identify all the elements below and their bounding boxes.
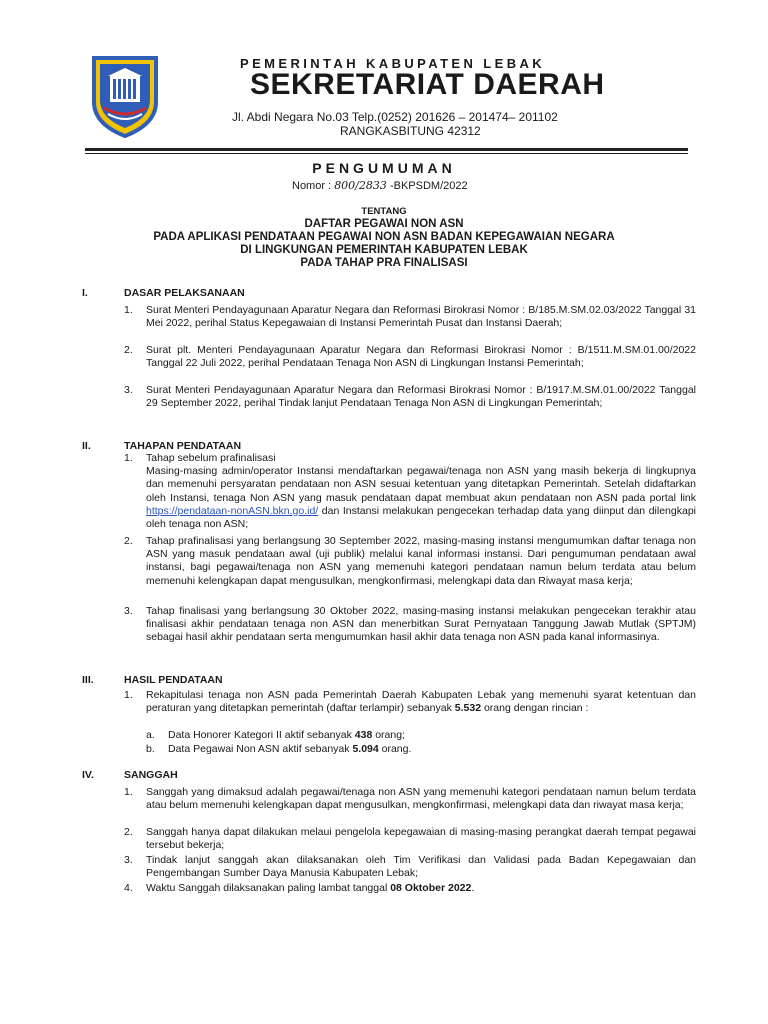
nomor-suffix: -BKPSDM/2022 bbox=[386, 180, 468, 192]
letterhead-government: PEMERINTAH KABUPATEN LEBAK bbox=[240, 56, 546, 71]
list-item bbox=[124, 786, 696, 812]
list-item-text bbox=[146, 452, 696, 531]
sub-item-text-part: orang; bbox=[372, 729, 405, 741]
section-title: TAHAPAN PENDATAAN bbox=[124, 440, 242, 452]
list-item bbox=[124, 452, 696, 531]
list-item-number: 2. bbox=[124, 344, 133, 356]
letterhead-address: Jl. Abdi Negara No.03 Telp.(0252) 201626 – 201474– 201102 bbox=[232, 110, 558, 124]
list-item-text: Sanggah yang dimaksud adalah pegawai/tenaga non ASN yang memenuhi kategori pendataan namun belum terdata atau belum memenuhi kelengkapan dapat mengusulkan, mengkonfirmasi, melengkapi data dan riwayat masa kerja; bbox=[146, 786, 696, 812]
list-item-number: 2. bbox=[124, 535, 133, 547]
list-item bbox=[124, 384, 696, 410]
nomor-prefix: Nomor : bbox=[292, 180, 335, 192]
sub-item-text bbox=[168, 729, 696, 742]
list-item bbox=[124, 304, 696, 330]
honorer-k2-count: 438 bbox=[354, 729, 373, 741]
list-item-number: 3. bbox=[124, 854, 133, 866]
list-item-number: 3. bbox=[124, 384, 133, 396]
letterhead-divider-thick bbox=[85, 148, 688, 151]
list-item-text: Sanggah hanya dapat dilakukan melaui pengelola kepegawaian di masing-masing perangkat daerah tempat pegawai tersebut bekerja; bbox=[146, 826, 696, 852]
list-item-heading: Tahap sebelum prafinalisasi bbox=[146, 452, 276, 464]
nomor-handwritten: 800/2833 bbox=[334, 179, 387, 192]
list-item-text: Surat Menteri Pendayagunaan Aparatur Negara dan Reformasi Birokrasi Nomor : B/185.M.SM.02.03/2022 Tanggal 31 Mei 2022, perihal Status Kepegawaian di Instansi Pemerintah Pusat dan Instansi Daerah; bbox=[146, 304, 696, 330]
pendataan-portal-link[interactable]: https://pendataan-nonASN.bkn.go.id/ bbox=[146, 504, 319, 517]
list-item bbox=[124, 826, 696, 852]
section-number: I. bbox=[82, 287, 88, 299]
total-count: 5.532 bbox=[454, 702, 482, 715]
section-number: II. bbox=[82, 440, 91, 452]
list-item bbox=[124, 882, 696, 895]
list-item bbox=[124, 344, 696, 370]
section-number: III. bbox=[82, 674, 94, 686]
list-item-text-part: Waktu Sanggah dilaksanakan paling lambat tanggal bbox=[146, 882, 391, 894]
lebak-regency-emblem-icon bbox=[90, 54, 160, 138]
list-item bbox=[124, 605, 696, 645]
list-item-number: 2. bbox=[124, 826, 133, 838]
subject-line: DI LINGKUNGAN PEMERINTAH KABUPATEN LEBAK bbox=[240, 244, 528, 256]
list-item-text: Surat plt. Menteri Pendayagunaan Aparatur Negara dan Reformasi Birokrasi Nomor : B/1511.M.SM.01.00/2022 Tanggal 22 Juli 2022, perihal Pendataan Tenaga Non ASN di Lingkungan Instansi Pemerintah; bbox=[146, 344, 696, 370]
list-item bbox=[124, 689, 696, 715]
section-title: DASAR PELAKSANAAN bbox=[124, 287, 245, 299]
list-item-number: 4. bbox=[124, 882, 133, 894]
list-item-text-part: . bbox=[471, 882, 475, 894]
sub-item-text-part: orang. bbox=[378, 743, 412, 755]
sub-item-text-part: Data Pegawai Non ASN aktif sebanyak bbox=[168, 743, 353, 755]
list-item bbox=[124, 535, 696, 588]
list-item-number: 1. bbox=[124, 452, 133, 464]
list-item-text-part: Rekapitulasi tenaga non ASN pada Pemerintah Daerah Kabupaten Lebak yang memenuhi syarat ketentuan dan peraturan yang ditetapkan pemerintah (daftar terlampir) sebanyak bbox=[146, 689, 696, 715]
letterhead-city: RANGKASBITUNG 42312 bbox=[340, 124, 481, 138]
subject-line: DAFTAR PEGAWAI NON ASN bbox=[304, 218, 464, 230]
tentang-label: TENTANG bbox=[361, 206, 407, 217]
section-number: IV. bbox=[82, 769, 94, 781]
list-item-text bbox=[146, 689, 696, 715]
list-item-text-part: dan Instansi melakukan pengecekan terhadap data yang diinput dan dilengkapi oleh tenaga non ASN; bbox=[146, 504, 696, 531]
sub-item-text-part: Data Honorer Kategori II aktif sebanyak bbox=[168, 729, 355, 741]
subject-line: PADA TAHAP PRA FINALISASI bbox=[300, 257, 468, 269]
sub-item bbox=[146, 743, 696, 756]
list-item-text bbox=[146, 882, 696, 895]
list-item-text-part: Masing-masing admin/operator Instansi mendaftarkan pegawai/tenaga non ASN yang masih bekerja di lingkupnya dan memenuhi persyaratan pendataan non ASN sesuai ketentuan yang ditetapkan Pemerintah. Setelah didaftarkan oleh Instansi, tenaga Non ASN yang masuk pendataan dapat membuat akun pendataan non ASN pada portal link bbox=[146, 465, 696, 504]
sub-item-text bbox=[168, 743, 696, 756]
letterhead-office: SEKRETARIAT DAERAH bbox=[250, 68, 605, 101]
list-item-number: 1. bbox=[124, 304, 133, 316]
list-item-text: Tahap finalisasi yang berlangsung 30 Oktober 2022, masing-masing instansi melakukan pengecekan terakhir atau finalisasi akhir pendataan tenaga non ASN dan menerbitkan Surat Pernyataan Tanggung Jawab Mutlak (SPTJM) sebagai hasil akhir pendataan serta mengumumkan hasil akhir data tenaga non ASN pada kanal informasinya. bbox=[146, 605, 696, 644]
list-item-text: Tahap prafinalisasi yang berlangsung 30 September 2022, masing-masing instansi mengumumkan daftar tenaga non ASN yang masuk pendataan awal (uji publik) melalui kanal informasi instansi. Dari pengumuman pendataan awal instansi, bagi pegawai/tenaga non ASN yang memenuhi kategori pendataan namun belum terdata atau belum memenuhi kelengkapan dapat mengusulkan, mengkonfirmasi, melengkapi data dan Riwayat masa kerja; bbox=[146, 535, 696, 587]
list-item-text: Surat Menteri Pendayagunaan Aparatur Negara dan Reformasi Birokrasi Nomor : B/1917.M.SM.01.00/2022 Tanggal 29 September 2022, perihal Tindak lanjut Pendataan Tenaga Non ASN di Lingkungan Pemerintah; bbox=[146, 384, 696, 410]
subject-line: PADA APLIKASI PENDATAAN PEGAWAI NON ASN BADAN KEPEGAWAIAN NEGARA bbox=[153, 231, 615, 243]
sanggah-deadline: 08 Oktober 2022 bbox=[390, 882, 472, 894]
letterhead-divider-thin bbox=[85, 153, 688, 154]
announcement-title: PENGUMUMAN bbox=[312, 160, 456, 176]
section-title: SANGGAH bbox=[124, 769, 178, 781]
list-item-number: 1. bbox=[124, 786, 133, 798]
list-item-number: 3. bbox=[124, 605, 133, 617]
non-asn-count: 5.094 bbox=[352, 743, 379, 755]
sub-item bbox=[146, 729, 696, 742]
section-title: HASIL PENDATAAN bbox=[124, 674, 223, 686]
list-item bbox=[124, 854, 696, 880]
sub-item-letter: b. bbox=[146, 743, 155, 755]
announcement-number bbox=[292, 179, 468, 192]
list-item-text: Tindak lanjut sanggah akan dilaksanakan oleh Tim Verifikasi dan Validasi pada Badan Kepegawaian dan Pengembangan Sumber Daya Manusia Kabupaten Lebak; bbox=[146, 854, 696, 880]
list-item-number: 1. bbox=[124, 689, 133, 701]
list-item-text-part: orang dengan rincian : bbox=[481, 702, 589, 715]
sub-item-letter: a. bbox=[146, 729, 155, 741]
announcement-subject bbox=[60, 218, 708, 270]
